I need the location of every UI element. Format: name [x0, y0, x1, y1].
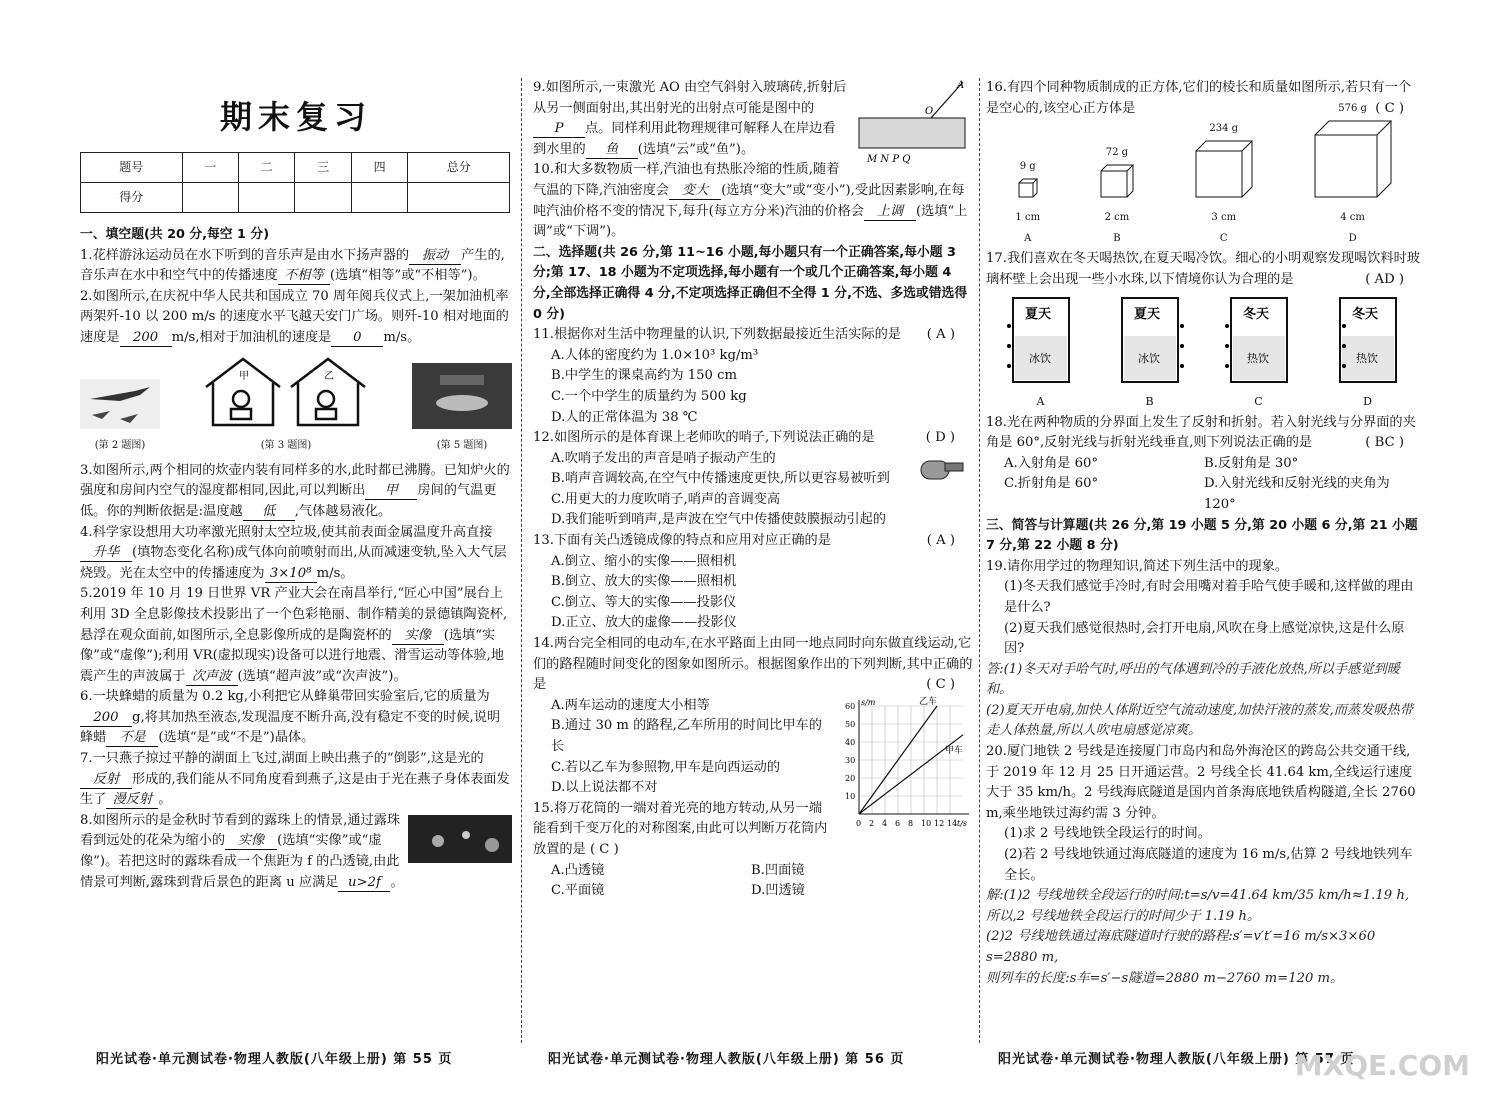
- question-8: 8.如图所示的是金秋时节看到的露珠上的情景,通过露珠看到远处的花朵为缩小的 实像 (选填“实像”或“虚像”)。若把这时的露珠看成一个焦距为 f 的凸透镜,由此情景可判断,露珠到背后景色的距离 u 应满足 u>2f 。: [80, 812, 404, 890]
- answer-text: 所以,2 号线地铁全段运行的时间少于 1.19 h。: [986, 908, 1261, 924]
- score-cell[interactable]: [182, 183, 238, 213]
- question-4: 4.科学家设想用大功率激光照射太空垃圾,使其前表面金属温度升高直接升华 (填物态变化名称)成气体向前喷射而出,从而减速变轨,坠入大气层烧毁。光在太空中的传播速度为 3×10⁸ m/s。: [80, 524, 507, 581]
- option-row: A.入射角是 60° B.反射角是 30°: [1004, 455, 1299, 471]
- option: C.倒立、等大的实像——投影仪: [551, 594, 737, 610]
- cup-season: 冬天: [1351, 307, 1378, 323]
- y-tick-label: 40: [845, 737, 856, 747]
- score-header: 一: [182, 153, 238, 183]
- y-tick-label: 50: [845, 719, 856, 729]
- glass-refraction-diagram: [853, 78, 973, 164]
- sub-question: (2)夏天我们感觉很热时,会打开电扇,风吹在身上感觉凉快,这是什么原因?: [1004, 620, 1405, 657]
- jets-image: [80, 379, 160, 429]
- x-axis-label: t/s: [957, 818, 968, 828]
- score-cell[interactable]: [408, 183, 510, 213]
- hologram-image: [412, 363, 512, 429]
- question-11: 11.根据你对生活中物理量的认识,下列数据最接近生活实际的是 ( A ): [533, 327, 955, 343]
- question-7: 7.一只燕子掠过平静的湖面上飞过,湖面上映出燕子的“倒影”,这是光的反射 形成的,我们能从不同角度看到燕子,这是由于光在燕子身体表面发生了 漫反射 。: [80, 751, 510, 808]
- x-tick-label: 2: [869, 818, 875, 828]
- fig-5: [412, 363, 512, 457]
- x-tick-label: 8: [908, 818, 914, 828]
- score-header: 题号: [81, 153, 183, 183]
- option: B.倒立、放大的实像——照相机: [551, 574, 737, 590]
- answer-text: 答:(1)冬天对手哈气时,呼出的气体遇到冷的手液化放热,所以手感觉到暖和。: [986, 661, 1400, 698]
- cup-season: 夏天: [1024, 307, 1051, 323]
- x-tick-label: 14: [947, 818, 958, 828]
- house-label-yi: 乙: [324, 370, 334, 382]
- question-18: 18.光在两种物质的分界面上发生了反射和折射。若入射光线与分界面的夹角是 60°,反射光线与折射光线垂直,则下列说法正确的是 ( BC ): [986, 414, 1416, 451]
- y-tick-label: 20: [845, 773, 856, 783]
- houses-image: [201, 355, 371, 429]
- score-table: [80, 152, 510, 213]
- option: A.人体的密度约为 1.0×10³ kg/m³: [551, 347, 759, 363]
- question-9: 9.如图所示,一束激光 AO 由空气斜射入玻璃砖,折射后从另一侧面射出,其出射光的出射点可能是图中的P 点。同样利用此物理规律可解释人在岸边看到水里的 鱼 (选填“云”或“鱼”)。: [533, 80, 847, 157]
- whistle-image: [917, 449, 967, 489]
- question-19: 19.请你用学过的物理知识,简述下列生活中的现象。: [986, 558, 1289, 574]
- option: B.通过 30 m 的路程,乙车所用的时间比甲车的长: [551, 718, 822, 754]
- answer-text: 则列车的长度:s车=s′−s隧道=2880 m−2760 m=120 m。: [986, 970, 1344, 986]
- figures-row: [80, 355, 512, 457]
- series-label: 甲车: [945, 745, 964, 756]
- cups-figure: [986, 296, 1422, 412]
- option: B.中学生的课桌高约为 150 cm: [551, 368, 738, 384]
- question-14: 14.两台完全相同的电动车,在水平路面上由同一地点同时向东做直线运动,它们的路程随时间变化的图象如图所示。根据图象作出的下列判断,其中正确的是 ( C ): [533, 636, 973, 693]
- page-56: [533, 78, 973, 1038]
- cup-drink: 冰饮: [1028, 352, 1051, 366]
- page-title: 期末复习: [219, 98, 372, 136]
- question-12: 12.如图所示的是体育课上老师吹的哨子,下列说法正确的是 ( D ): [533, 430, 955, 446]
- page-footer: 阳光试卷·单元测试卷·物理人教版(八年级上册) 第 56 页: [548, 1052, 905, 1067]
- option: C.用更大的力度吹哨子,哨声的音调变高: [551, 491, 781, 507]
- cube-c: 234 g 3 cm C: [1194, 119, 1254, 249]
- section-heading: 三、简答与计算题(共 26 分,第 19 小题 5 分,第 20 小题 6 分,第 21 小题 7 分,第 22 小题 8 分): [986, 517, 1418, 554]
- label-mnpq: M N P Q: [867, 154, 911, 164]
- answer-text: (2)夏天开电扇,加快人体附近空气流动速度,加快汗液的蒸发,而蒸发吸热带走人体热量,所以人吹电扇感觉凉爽。: [986, 702, 1413, 739]
- page-57: [986, 78, 1422, 1038]
- cup-drink: 冰饮: [1137, 352, 1160, 366]
- score-header: 二: [239, 153, 295, 183]
- option-row: C.折射角是 60° D.入射光线和反射光线的夹角为 120°: [1004, 476, 1390, 512]
- question-3: 3.如图所示,两个相同的炊壶内装有同样多的水,此时都已沸腾。已知炉火的强度和房间内空气的湿度都相同,因此,可以判断出 甲 房间的气温更低。你的判断依据是:温度越 低 ,气体越易液化。: [80, 462, 510, 519]
- whistle-figure: [917, 449, 967, 497]
- score-cell[interactable]: [351, 183, 407, 213]
- x-tick-label: 12: [934, 818, 945, 828]
- x-tick-label: 4: [882, 818, 888, 828]
- option: C.若以乙车为参照物,甲车是向西运动的: [551, 759, 781, 775]
- st-chart: [837, 696, 973, 840]
- cup-drink: 热饮: [1355, 352, 1378, 366]
- y-tick-label: 10: [845, 791, 856, 801]
- cube-a: 9 g 1 cm A: [1015, 160, 1041, 244]
- label-o: O: [925, 106, 934, 117]
- option: C.一个中学生的质量约为 500 kg: [551, 388, 747, 404]
- fig-caption: (第 5 题图): [436, 440, 488, 452]
- x-tick-label: 10: [921, 818, 932, 828]
- question-5: 5.2019 年 10 月 19 日世界 VR 产业大会在南昌举行,“匠心中国”展台上利用 3D 全息影像技术投影出了一个色彩艳丽、制作精美的景德镇陶瓷杯,悬浮在观众面前,如图所示,全息影像所成的是陶瓷杯的 实像 (选填“实像”或“虚像”);利用 VR(虚拟现实)设备可以进行地震、滑雪运动等体验,地震产生的声波属于 次声波 (选填“超声波”或“次声波”)。: [80, 586, 508, 684]
- question-10: 10.和大多数物质一样,汽油也有热胀冷缩的性质,随着气温的下降,汽油密度会 变大 (选填“变大”或“变小”),受此因素影响,在每吨汽油价格不变的情况下,每升(每立方分米)汽油的价格会 上调 (选填“上调”或“下调”)。: [533, 162, 968, 240]
- page-55: [80, 78, 512, 1038]
- option: D.我们能听到哨声,是声波在空气中传播使鼓膜振动引起的: [551, 512, 886, 528]
- y-tick-label: 30: [845, 755, 856, 765]
- fig-caption: (第 3 题图): [260, 440, 312, 452]
- option: D.以上说法都不对: [551, 780, 658, 796]
- fig-caption: (第 2 题图): [94, 440, 146, 452]
- option: A.吹哨子发出的声音是哨子振动产生的: [551, 450, 776, 466]
- cube-d: 576 g 4 cm D: [1313, 99, 1393, 249]
- dewdrop-figure: [408, 815, 512, 871]
- option-row: C.平面镜 D.凹透镜: [551, 883, 805, 899]
- section-heading: 二、选择题(共 26 分,第 11~16 小题,每小题只有一个正确答案,每小题 3 分;第 17、18 小题为不定项选择,每小题有一个或几个正确答案,每小题 4 分,全部选择正确得 4 分,不定项选择正确但不全得 1 分,不选、多选或错选得 0 分): [533, 244, 968, 322]
- cup-season: 夏天: [1133, 307, 1160, 323]
- section-heading: 一、填空题(共 20 分,每空 1 分): [80, 227, 270, 242]
- label-a: A: [957, 80, 965, 91]
- score-header: 四: [351, 153, 407, 183]
- house-label-jia: 甲: [239, 370, 249, 382]
- option: A.两车运动的速度大小相等: [551, 697, 710, 713]
- sub-question: (1)冬天我们感觉手冷时,有时会用嘴对着手哈气使手暖和,这样做的理由是什么?: [1004, 579, 1414, 615]
- option: D.正立、放大的虚像——投影仪: [551, 615, 737, 631]
- page-footer: 阳光试卷·单元测试卷·物理人教版(八年级上册) 第 57 页: [998, 1052, 1355, 1067]
- score-header: 三: [295, 153, 351, 183]
- fig-2: [80, 379, 160, 457]
- score-cell[interactable]: [295, 183, 351, 213]
- cup-c: 冬天 热饮 C: [1221, 296, 1297, 412]
- score-header: 总分: [408, 153, 510, 183]
- cup-season: 冬天: [1242, 307, 1269, 323]
- question-17: 17.我们喜欢在冬天喝热饮,在夏天喝冷饮。细心的小明观察发现喝饮料时玻璃杯壁上会出现一些小水珠,以下情境你认为合理的是 ( AD ): [986, 251, 1420, 287]
- question-15: 15.将万花筒的一端对着光亮的地方转动,从另一端能看到千变万化的对称图案,由此可以判断万花筒内放置的是 ( C ): [533, 800, 828, 857]
- answer-text: 解:(1)2 号线地铁全段运行的时间:t=s/v=41.64 km/35 km/h≈1.19 h,: [986, 888, 1410, 904]
- distance-time-chart: [837, 696, 973, 832]
- answer-text: (2)2 号线地铁通过海底隧道时行驶的路程:s′=v′t′=16 m/s×3×60 s=2880 m,: [986, 929, 1376, 965]
- question-13: 13.下面有关凸透镜成像的特点和应用对应正确的是 ( A ): [533, 533, 955, 549]
- cup-b: 夏天 冰饮 B: [1112, 296, 1188, 412]
- question-16: 16.有四个同种物质制成的正方体,它们的棱长和质量如图所示,若只有一个是空心的,该空心正方体是 ( C ): [986, 80, 1411, 116]
- x-tick-label: 0: [856, 818, 862, 828]
- y-axis-label: s/m: [861, 697, 876, 707]
- option: B.哨声音调较高,在空气中传播速度更快,所以更容易被听到: [551, 471, 890, 487]
- score-cell[interactable]: [239, 183, 295, 213]
- x-tick-label: 6: [895, 818, 901, 828]
- q9-figure: [853, 78, 973, 172]
- cup-drink: 热饮: [1246, 352, 1269, 366]
- sub-question: (1)求 2 号线地铁全段运行的时间。: [1004, 826, 1211, 842]
- question-20: 20.厦门地铁 2 号线是连接厦门市岛内和岛外海沧区的跨岛公共交通干线,于 2019 年 12 月 25 日开通运营。2 号线全长 41.64 km,全线运行速度大于 35 km/h。2 号线海底隧道是国内首条海底地铁盾构隧道,全长 2760 m,乘坐地铁过海约需 3 分钟。: [986, 744, 1416, 821]
- watermark: MXQE.COM: [1294, 1049, 1470, 1082]
- question-1: 1.花样游泳运动员在水下听到的音乐声是由水下扬声器的 振动 产生的,音乐声在水中和空气中的传播速度 不相等 (选填“相等”或“不相等”)。: [80, 247, 505, 284]
- fig-3: [201, 355, 371, 457]
- question-6: 6.一块蜂蜡的质量为 0.2 kg,小利把它从蜂巢带回实验室后,它的质量为200 g,将其加热至液态,发现温度不断升高,没有稳定不变的时候,说明蜂蜡 不是 (选填“是”或“不是”)晶体。: [80, 689, 501, 746]
- dewdrop-image: [408, 815, 512, 863]
- score-label: 得分: [81, 183, 183, 213]
- series-label: 乙车: [919, 696, 938, 707]
- cup-a: 夏天 冰饮 A: [1003, 296, 1079, 412]
- option: D.人的正常体温为 38 ℃: [551, 409, 698, 425]
- y-tick-label: 60: [845, 701, 856, 711]
- option-row: A.凸透镜 B.凹面镜: [551, 862, 805, 878]
- cup-d: 冬天 热饮 D: [1330, 296, 1406, 412]
- question-2: 2.如图所示,在庆祝中华人民共和国成立 70 周年阅兵仪式上,一架加油机率两架歼-10 以 200 m/s 的速度水平飞越天安门广场。则歼-10 相对地面的速度是 200 m/s,相对于加油机的速度是 0 m/s。: [80, 288, 509, 345]
- cubes-figure: [986, 102, 1422, 249]
- cube-b: 72 g 2 cm B: [1099, 143, 1135, 249]
- page-footer: 阳光试卷·单元测试卷·物理人教版(八年级上册) 第 55 页: [96, 1052, 453, 1067]
- option: A.倒立、缩小的实像——照相机: [551, 553, 737, 569]
- sub-question: (2)若 2 号线地铁通过海底隧道的速度为 16 m/s,估算 2 号线地铁列车全长。: [1004, 847, 1413, 883]
